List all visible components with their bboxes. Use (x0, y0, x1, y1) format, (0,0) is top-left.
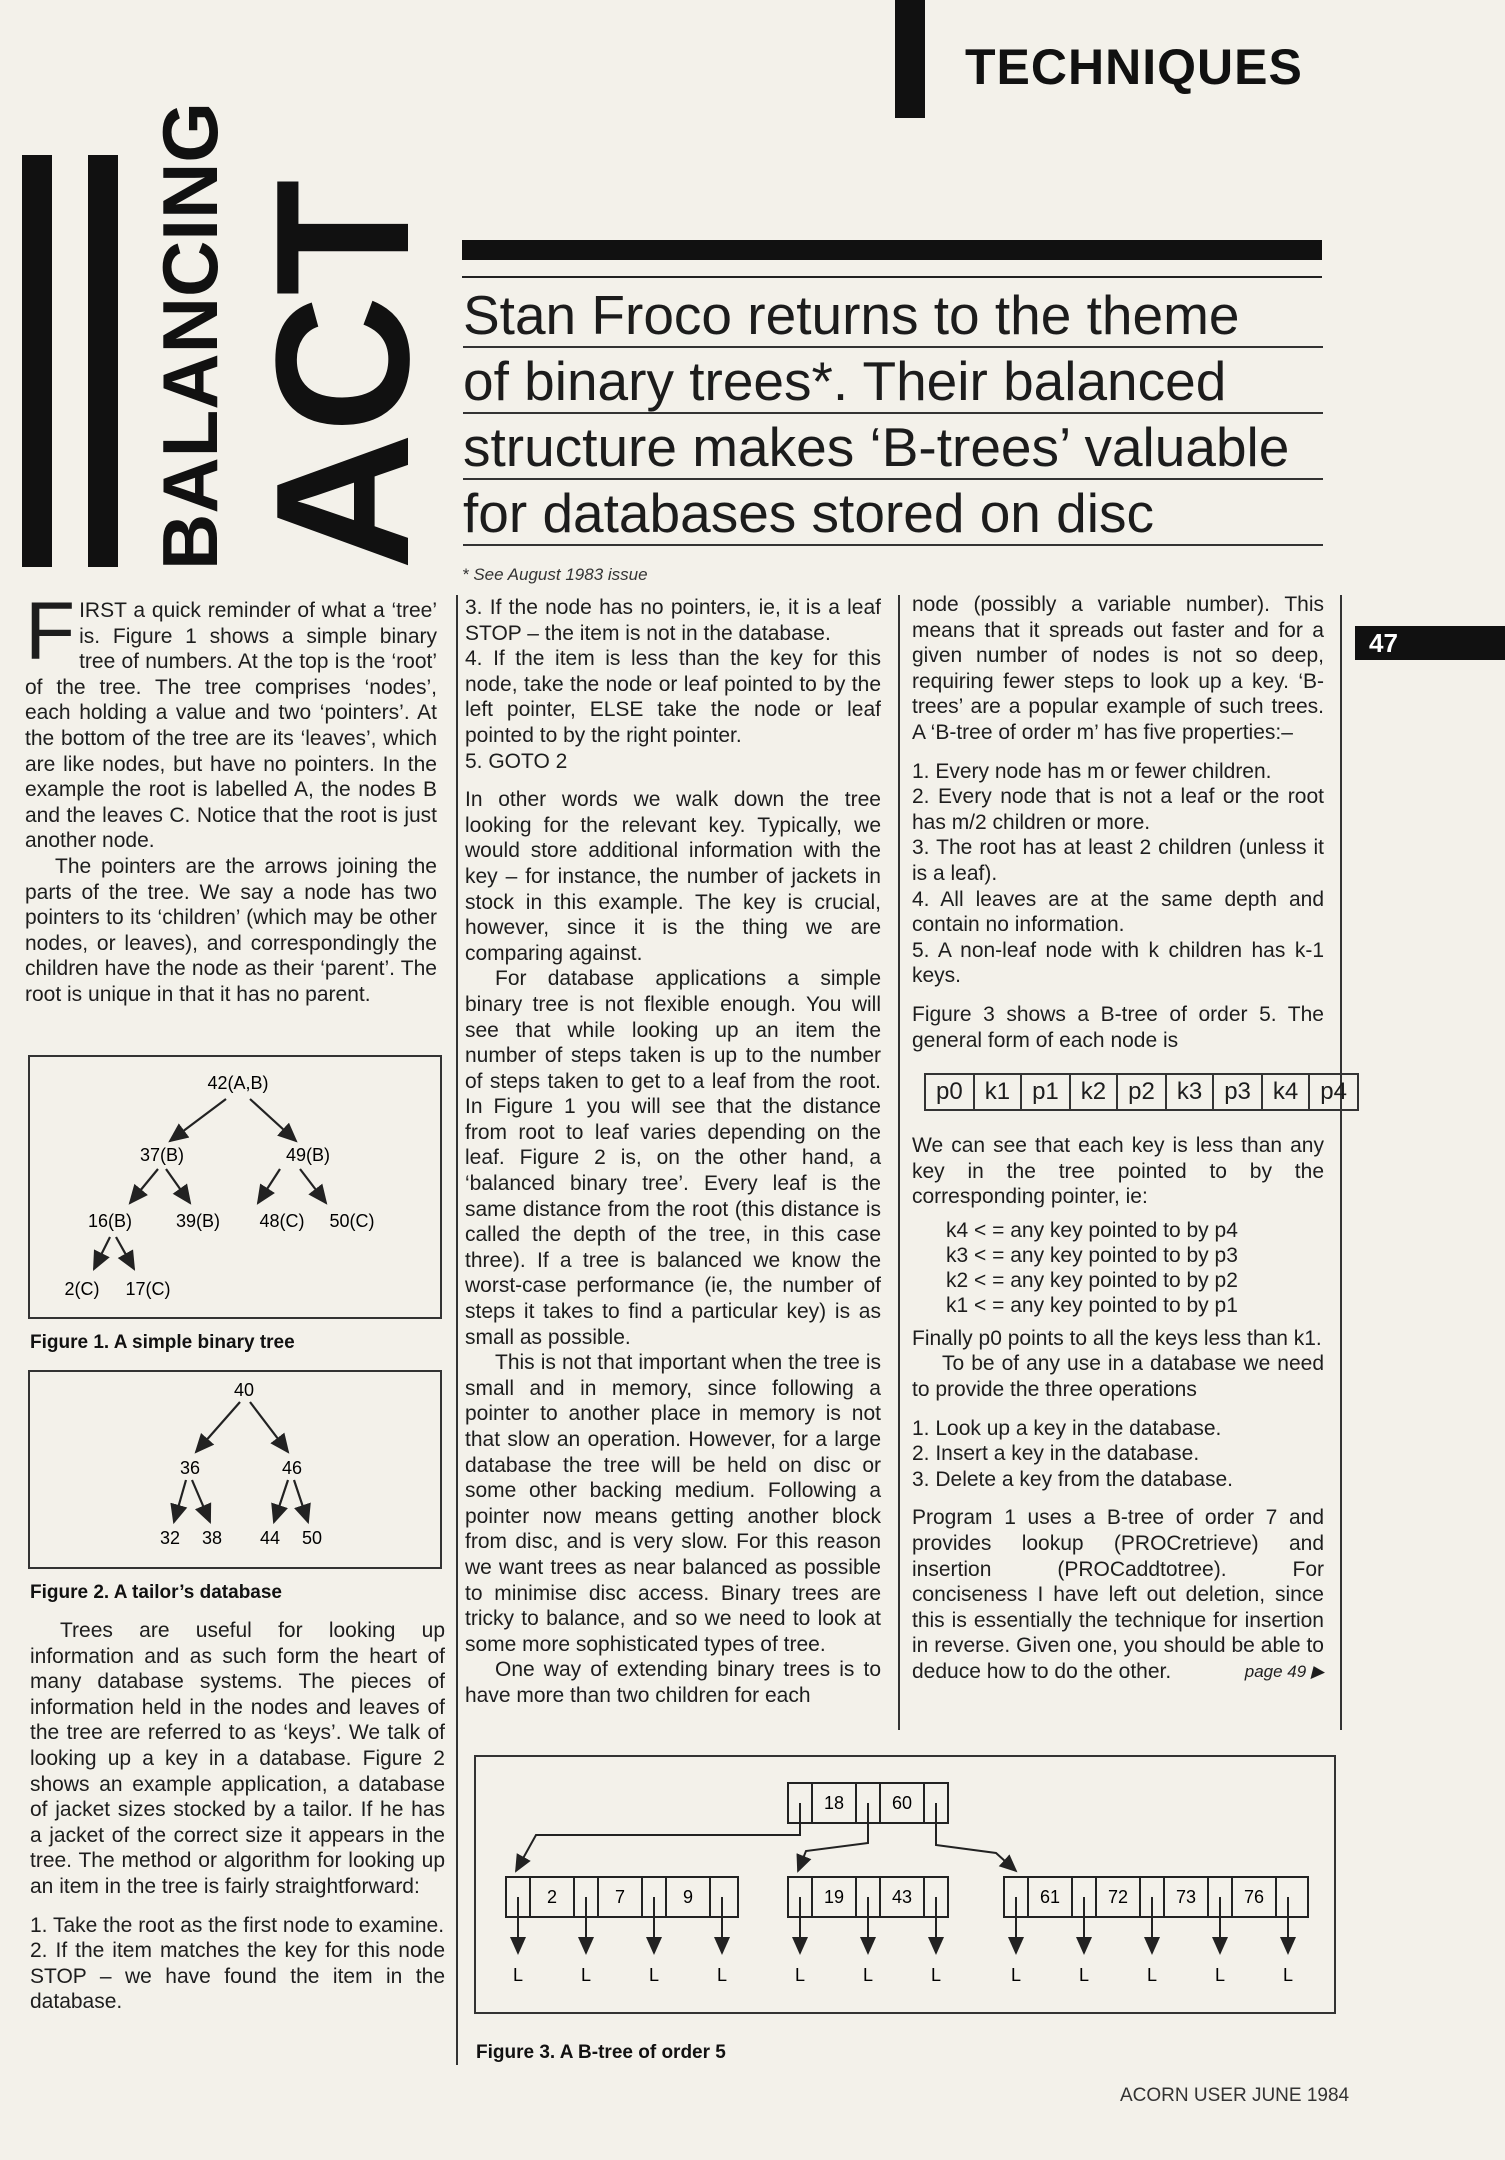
drop-cap: F (25, 586, 76, 677)
footer-issue: ACORN USER JUNE 1984 (1120, 2085, 1350, 2106)
btree-key: 9 (682, 1887, 694, 1907)
headline-line: structure makes ‘B-trees’ valuable (463, 414, 1323, 480)
btree-key: 2 (546, 1887, 558, 1907)
btree-leaf: L (794, 1965, 806, 1985)
key-relation: k4 < = any key pointed to by p4 (946, 1218, 1238, 1242)
btree-leaf: L (930, 1965, 942, 1985)
headline-line: for databases stored on disc (463, 480, 1323, 546)
tree-node: 42(A,B) (207, 1073, 269, 1093)
property-5: 5. A non-leaf node with k children has k-1 keys. (912, 938, 1324, 988)
key-relation: k3 < = any key pointed to by p3 (946, 1243, 1238, 1267)
paragraph (912, 1505, 1324, 1684)
figure-2-box (28, 1370, 442, 1569)
column-2 (465, 595, 881, 1709)
column-1-bottom (30, 1618, 445, 2015)
btree-key: 61 (1039, 1887, 1061, 1907)
title-bar-2 (88, 155, 118, 567)
node-cell: p2 (1118, 1075, 1167, 1109)
step-2: 2. If the item matches the key for this node STOP – we have found the item in the database. (30, 1939, 445, 2014)
tree-node: 16(B) (87, 1211, 133, 1231)
title-balancing: BALANCING (146, 102, 234, 570)
step-4: 4. If the item is less than the key for this node, take the node or leaf pointed to by the left pointer, ELSE take the node or leaf pointed to by the right pointer. (465, 647, 881, 747)
headline-rule-thin (462, 276, 1322, 278)
btree-leaf: L (716, 1965, 728, 1985)
title-bar-1 (22, 155, 52, 567)
btree-key: 18 (823, 1793, 845, 1813)
step-3: 3. If the node has no pointers, ie, it is a leaf STOP – the item is not in the database. (465, 596, 881, 645)
property-2: 2. Every node that is not a leaf or the root has m/2 children or more. (912, 785, 1324, 834)
figure-1-box (28, 1055, 442, 1319)
tree-node: 40 (233, 1380, 255, 1400)
tree-node: 39(B) (175, 1211, 221, 1231)
node-cell: k3 (1167, 1075, 1214, 1109)
key-relation: k1 < = any key pointed to by p1 (946, 1293, 1238, 1317)
continued-link: page 49 ▶ (1244, 1662, 1324, 1681)
btree-leaf: L (648, 1965, 660, 1985)
property-4: 4. All leaves are at the same depth and contain no information. (912, 887, 1324, 937)
headline-line: of binary trees*. Their balanced (463, 348, 1323, 414)
operation-3: 3. Delete a key from the database. (912, 1467, 1234, 1491)
node-cell: p1 (1022, 1075, 1071, 1109)
btree-key: 72 (1107, 1887, 1129, 1907)
column-rule (898, 595, 900, 1730)
btree-leaf: L (1078, 1965, 1090, 1985)
btree-leaf: L (512, 1965, 524, 1985)
node-cell: p3 (1214, 1075, 1263, 1109)
btree-key: 73 (1175, 1887, 1197, 1907)
btree-key: 60 (891, 1793, 913, 1813)
paragraph: Finally p0 points to all the keys less than k1. (912, 1326, 1322, 1350)
paragraph: We can see that each key is less than any key in the tree pointed to by the corresponding pointer, ie: (912, 1134, 1324, 1209)
operation-2: 2. Insert a key in the database. (912, 1442, 1200, 1466)
paragraph: The pointers are the arrows joining the parts of the tree. We say a node has two pointers to its ‘children’ (which may be other nodes, or leaves), and correspondingly the children have the node as their ‘parent’. The root is unique in that it has no parent. (25, 854, 437, 1006)
paragraph: One way of extending binary trees is to have more than two children for each (465, 1658, 881, 1707)
footnote: * See August 1983 issue (462, 565, 648, 584)
paragraph: To be of any use in a database we need to provide the three operations (912, 1352, 1324, 1402)
btree-key: 19 (823, 1887, 845, 1907)
tree-node: 46 (281, 1458, 303, 1478)
title-act: ACT (237, 179, 449, 570)
btree-key: 76 (1243, 1887, 1265, 1907)
tree-node: 37(B) (139, 1145, 185, 1165)
tree-leaf: 44 (259, 1528, 281, 1548)
step-1: 1. Take the root as the first node to examine. (30, 1913, 445, 1937)
btree-leaf: L (580, 1965, 592, 1985)
btree-leaf: L (1010, 1965, 1022, 1985)
column-rule (1340, 595, 1342, 1730)
headline-rule-thick (462, 240, 1322, 260)
property-1: 1. Every node has m or fewer children. (912, 759, 1272, 783)
figure-3-box (474, 1755, 1336, 2014)
tree-leaf: 38 (201, 1528, 223, 1548)
tree-leaf: 17(C) (125, 1279, 171, 1299)
tree-leaf: 2(C) (64, 1279, 100, 1299)
column-rule (456, 595, 458, 2065)
btree-key: 43 (891, 1887, 913, 1907)
figure-1-tree (30, 1057, 440, 1317)
node-cell: p0 (926, 1075, 975, 1109)
step-5: 5. GOTO 2 (465, 749, 568, 773)
paragraph-text: IRST a quick reminder of what a ‘tree’ is. Figure 1 shows a simple binary tree of numbers. At the top is the ‘root’ of the tree. The tree comprises ‘nodes’, each holding a value and two ‘pointers’. At the bottom of the tree are its ‘leaves’, which are like nodes, but have no pointers. In the example the root is labelled A, the nodes B and the leaves C. Notice that the root is just another node. (25, 599, 437, 853)
figure-2-tree (30, 1372, 440, 1567)
paragraph-text: Program 1 uses a B-tree of order 7 and provides lookup (PROCretrieve) and insertion (PROCaddtotree). For conciseness I have left out deletion, since this is essentially the technique for insertion in reverse. Given one, you should be able to deduce how to do the other. (912, 1506, 1324, 1683)
tree-node: 36 (179, 1458, 201, 1478)
headline-line: Stan Froco returns to the theme (463, 282, 1323, 348)
column-1-top (25, 586, 437, 1008)
paragraph: Trees are useful for looking up information and as such form the heart of many database systems. The pieces of information held in the nodes and leaves of the tree are referred to as ‘keys’. We talk of looking up a key in a database. Figure 2 shows an example application, a database of jacket sizes stocked by a tailor. If he has a jacket of the correct size it appears in the tree. The method or algorithm for looking up an item in the tree is fairly straightforward: (30, 1619, 445, 1898)
paragraph: This is not that important when the tree is small and in memory, since following a pointer to another place in memory is not that slow an operation. However, for a large database the tree will be held on disc or some other backing medium. Following a pointer now means getting another block from disc, and is very slow. For this reason we want trees as near balanced as possible to minimise disc access. Binary trees are tricky to balance, and so we need to look at some more sophisticated types of tree. (465, 1351, 881, 1656)
section-title: TECHNIQUES (965, 39, 1303, 95)
figure-3-caption: Figure 3. A B-tree of order 5 (476, 2042, 726, 2063)
btree-leaf: L (862, 1965, 874, 1985)
btree-key: 7 (614, 1887, 626, 1907)
node-cell: k2 (1071, 1075, 1118, 1109)
node-cell: k4 (1263, 1075, 1310, 1109)
node-cell: k1 (975, 1075, 1022, 1109)
paragraph: For database applications a simple binary tree is not flexible enough. You will see that while looking up an item the number of steps taken is up to the number of steps taken to get to a leaf from the root. In Figure 1 you will see that the distance from root to leaf varies depending on the leaf. Figure 2 is, on the other hand, a ‘balanced binary tree’. Every leaf is the same distance from the root (this distance is called the depth of the tree, in this case three). If a tree is balanced we know the worst-case performance (ie, the number of steps it takes to find a particular key) is as small as possible. (465, 967, 881, 1349)
header-bar (895, 0, 925, 118)
tree-leaf: 50 (301, 1528, 323, 1548)
node-form-wrap (912, 1053, 1347, 1133)
paragraph (25, 586, 437, 854)
btree-leaf: L (1214, 1965, 1226, 1985)
key-relation: k2 < = any key pointed to by p2 (946, 1268, 1238, 1292)
tree-node: 49(B) (285, 1145, 331, 1165)
key-relations (912, 1218, 1324, 1318)
operation-1: 1. Look up a key in the database. (912, 1416, 1222, 1440)
headline (463, 282, 1323, 546)
paragraph: In other words we walk down the tree looking for the relevant key. Typically, we would store additional information with the key – for instance, the number of jackets in stock in this example. The key is crucial, however, since it is the thing we are comparing against. (465, 788, 881, 965)
paragraph: Figure 3 shows a B-tree of order 5. The general form of each node is (912, 1002, 1324, 1052)
page-number-badge: 47 (1355, 626, 1505, 660)
column-3 (912, 592, 1347, 1685)
node-form (924, 1073, 1359, 1111)
paragraph: node (possibly a variable number). This means that it spreads out faster and for a given number of nodes is not so deep, requiring fewer steps to look up a key. ‘B-trees’ are a popular example of such trees. A ‘B-tree of order m’ has five properties:– (912, 593, 1324, 744)
tree-node: 48(C) (259, 1211, 305, 1231)
figure-2-caption: Figure 2. A tailor’s database (30, 1582, 283, 1603)
tree-leaf: 32 (159, 1528, 181, 1548)
figure-3-btree (476, 1757, 1334, 2012)
tree-node: 50(C) (329, 1211, 375, 1231)
property-3: 3. The root has at least 2 children (unless it is a leaf). (912, 836, 1324, 885)
figure-1-caption: Figure 1. A simple binary tree (30, 1332, 295, 1353)
node-cell: p4 (1320, 1078, 1347, 1106)
btree-leaf: L (1146, 1965, 1158, 1985)
btree-leaf: L (1282, 1965, 1294, 1985)
